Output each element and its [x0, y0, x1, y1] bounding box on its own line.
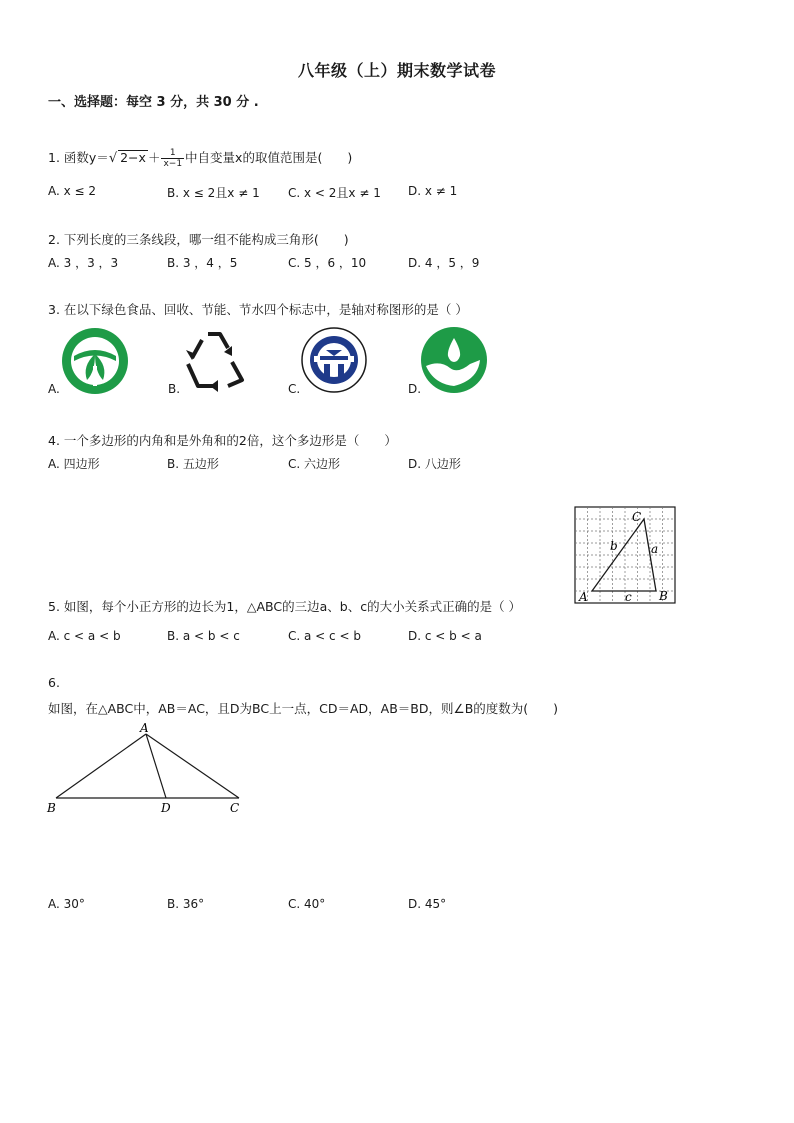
q2-option-d: D. 4 ，5 ，9	[408, 256, 480, 270]
q6-option-b: B. 36°	[167, 897, 205, 911]
energy-saving-logo-icon	[300, 326, 368, 394]
q6-vertex-c: C	[230, 801, 240, 815]
q2-option-a: A. 3 ，3 ，3	[48, 256, 119, 270]
question-6: 如图，在△ABC中，AB＝AC，且D为BC上一点，CD＝AD，AB＝BD，则∠B的度数为( )	[48, 701, 559, 716]
q6-option-c: C. 40°	[288, 897, 326, 911]
question-6-number: 6.	[48, 675, 60, 690]
q1-option-c: C. x < 2且x ≠ 1	[288, 186, 381, 200]
green-food-logo-icon	[60, 326, 130, 396]
q1-plus: ＋	[147, 150, 161, 165]
q4-option-a: A. 四边形	[48, 457, 100, 471]
q1-option-a: A. x ≤ 2	[48, 184, 97, 198]
q5-side-b: b	[610, 539, 618, 553]
q1-option-b: B. x ≤ 2且x ≠ 1	[167, 186, 260, 200]
q6-vertex-a: A	[140, 721, 149, 735]
q6-vertex-b: B	[47, 801, 56, 815]
q5-option-c: C. a < c < b	[288, 629, 361, 643]
question-3: 3. 在以下绿色食品、回收、节能、节水四个标志中，是轴对称图形的是（ ）	[48, 302, 468, 317]
q1-suffix: 中自变量x的取值范围是( )	[185, 150, 353, 165]
q5-option-b: B. a < b < c	[167, 629, 240, 643]
q5-side-c: c	[625, 590, 632, 604]
q5-grid-figure	[572, 504, 678, 606]
sqrt-sign: √	[108, 151, 118, 166]
q3-label-a: A.	[48, 382, 60, 396]
q6-vertex-d: D	[161, 801, 171, 815]
q4-option-c: C. 六边形	[288, 457, 341, 471]
q3-label-d: D.	[408, 382, 422, 396]
question-5: 5. 如图，每个小正方形的边长为1，△ABC的三边a、b、c的大小关系式正确的是（ ）	[48, 599, 522, 614]
recycle-logo-icon	[180, 328, 248, 392]
q1-frac-den: x−1	[163, 159, 183, 169]
q2-option-c: C. 5 ，6 ，10	[288, 256, 367, 270]
q2-option-b: B. 3 ，4 ，5	[167, 256, 238, 270]
q6-option-d: D. 45°	[408, 897, 447, 911]
section-heading: 一、选择题：每空 3 分，共 30 分 .	[48, 95, 259, 110]
water-saving-logo-icon	[420, 326, 488, 394]
question-2: 2. 下列长度的三条线段，哪一组不能构成三角形( )	[48, 232, 349, 247]
q6-option-a: A. 30°	[48, 897, 85, 911]
q3-label-b: B.	[168, 382, 181, 396]
q6-triangle-figure	[40, 718, 255, 820]
q5-option-d: D. c < b < a	[408, 629, 482, 643]
q5-vertex-a: A	[579, 590, 588, 604]
q1-option-d: D. x ≠ 1	[408, 184, 458, 198]
q5-option-a: A. c < a < b	[48, 629, 121, 643]
question-1	[48, 148, 352, 169]
q5-vertex-b: B	[659, 589, 668, 603]
q1-prefix: 1. 函数y＝	[48, 150, 109, 165]
q4-option-d: D. 八边形	[408, 457, 461, 471]
q4-option-b: B. 五边形	[167, 457, 219, 471]
q3-label-c: C.	[288, 382, 301, 396]
q1-fraction	[161, 148, 184, 169]
question-4: 4. 一个多边形的内角和是外角和的2倍，这个多边形是（ ）	[48, 433, 397, 448]
q5-vertex-c: C	[632, 510, 642, 524]
q1-frac-num: 1	[161, 148, 184, 159]
page-title: 八年级（上）期末数学试卷	[297, 61, 496, 80]
q1-radicand: 2−x	[120, 150, 146, 165]
q5-side-a: a	[651, 542, 659, 556]
